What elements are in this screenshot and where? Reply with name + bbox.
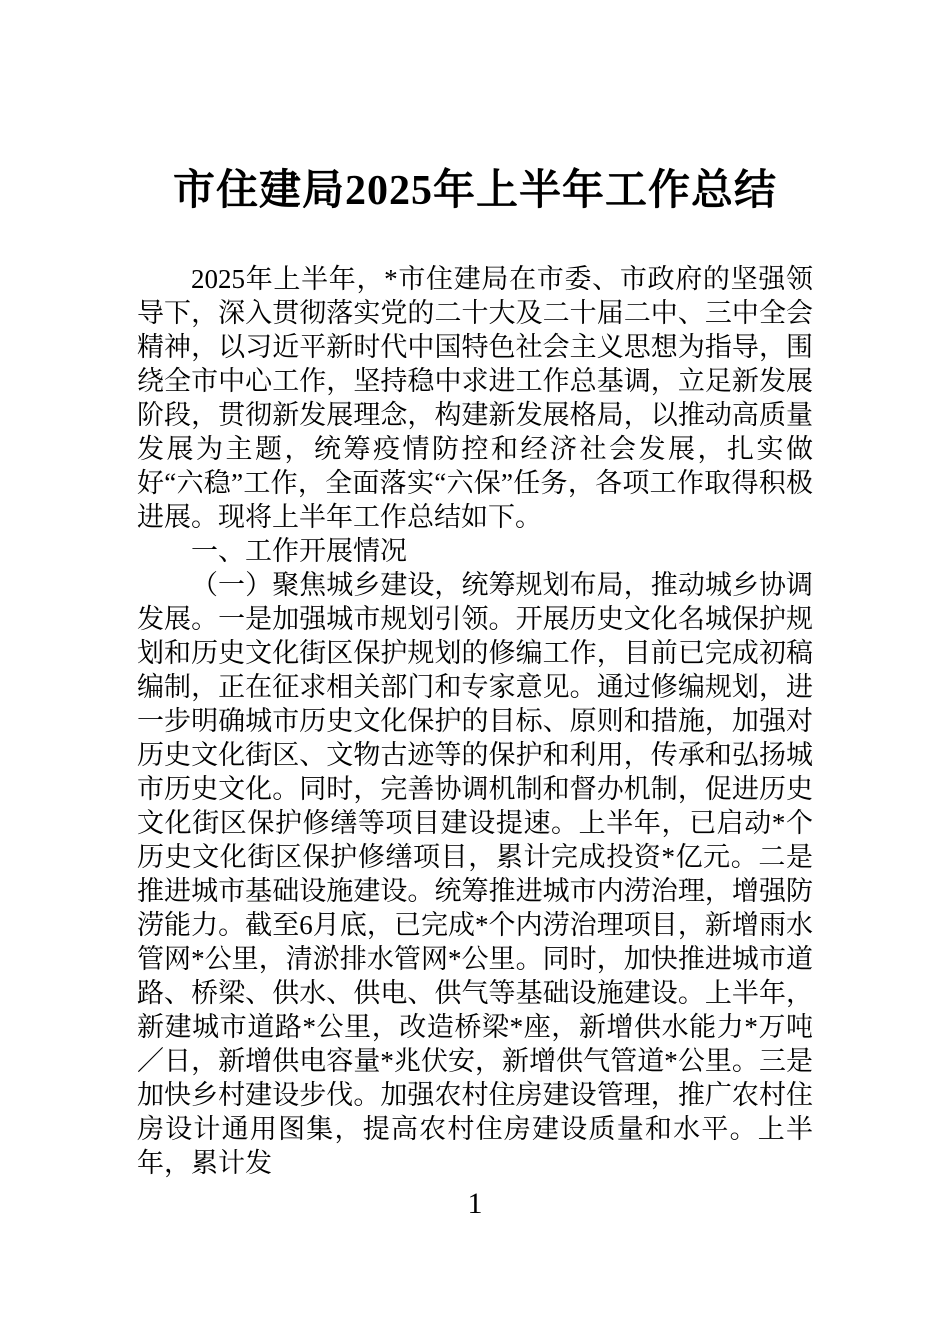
paragraph-section-1: （一）聚焦城乡建设，统筹规划布局，推动城乡协调发展。一是加强城市规划引领。开展历史文化名城保护规划和历史文化街区保护规划的修编工作，目前已完成初稿编制，正在征求相关部门和专家意见。通过修编规划，进一步明确城市历史文化保护的目标、原则和措施，加强对历史文化街区、文物古迹等的保护和利用，传承和弘扬城市历史文化。同时，完善协调机制和督办机制，促进历史文化街区保护修缮等项目建设提速。上半年，已启动*个历史文化街区保护修缮项目，累计完成投资*亿元。二是推进城市基础设施建设。统筹推进城市内涝治理，增强防涝能力。截至6月底，已完成*个内涝治理项目，新增雨水管网*公里，清淤排水管网*公里。同时，加快推进城市道路、桥梁、供水、供电、供气等基础设施建设。上半年，新建城市道路*公里，改造桥梁*座，新增供水能力*万吨／日，新增供电容量*兆伏安，新增供气管道*公里。三是加快乡村建设步伐。加强农村住房建设管理，推广农村住房设计通用图集，提高农村住房建设质量和水平。上半年，累计发 <box>137 570 813 1178</box>
paragraph-intro: 2025年上半年，*市住建局在市委、市政府的坚强领导下，深入贯彻落实党的二十大及二十届二中、三中全会精神，以习近平新时代中国特色社会主义思想为指导，围绕全市中心工作，坚持稳中求进工作总基调，立足新发展阶段，贯彻新发展理念，构建新发展格局，以推动高质量发展为主题，统筹疫情防控和经济社会发展，扎实做好“六稳”工作，全面落实“六保”任务，各项工作取得积极进展。现将上半年工作总结如下。 <box>137 264 813 532</box>
page-number: 1 <box>467 1187 483 1220</box>
document-title: 市住建局2025年上半年工作总结 <box>172 168 777 214</box>
section-heading-1: 一、工作开展情况 <box>191 536 407 566</box>
document-body <box>137 262 813 1180</box>
